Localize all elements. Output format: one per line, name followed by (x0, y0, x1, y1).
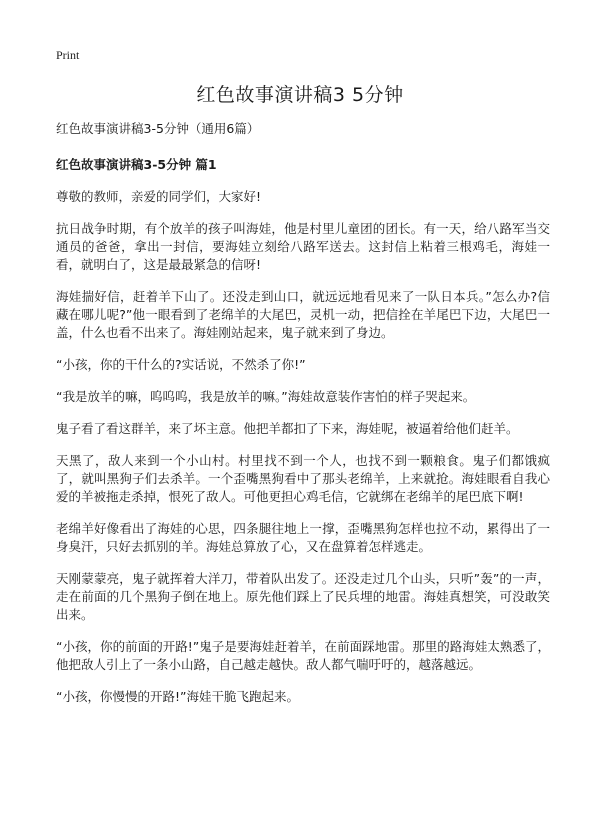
print-link[interactable]: Print (56, 48, 80, 62)
subtitle: 红色故事演讲稿3-5分钟（通用6篇） (56, 121, 260, 136)
article-body (56, 120, 550, 720)
page-title: 红色故事演讲稿3 5分钟 (196, 84, 404, 106)
paragraph: “我是放羊的嘛，呜呜呜，我是放羊的嘛。”海娃故意装作害怕的样子哭起来。 (56, 389, 476, 404)
paragraph: “小孩，你的前面的开路!”鬼子是要海娃赶着羊，在前面踩地雷。那里的路海娃太熟悉了，他把敌人引上了一条小山路，自己越走越快。敌人都气喘吁吁的，越落越远。 (56, 639, 550, 672)
section-heading: 红色故事演讲稿3-5分钟 篇1 (56, 157, 217, 172)
paragraph: 老绵羊好像看出了海娃的心思，四条腿往地上一撑，歪嘴黑狗怎样也拉不动，累得出了一身臭汗，只好去抓别的羊。海娃总算放了心，又在盘算着怎样逃走。 (56, 521, 550, 554)
paragraph: 尊敬的教师，亲爱的同学们，大家好! (56, 189, 262, 204)
paragraph: 鬼子看了看这群羊，来了坏主意。他把羊都扣了下来，海娃呢，被逼着给他们赶羊。 (56, 421, 519, 436)
paragraph: “小孩，你的干什么的?实话说，不然杀了你!” (56, 357, 306, 372)
paragraph: 天刚蒙蒙亮，鬼子就挥着大洋刀，带着队出发了。还没走过几个山头，只听”轰”的一声，走在前面的几个黑狗子倒在地上。原先他们踩上了民兵埋的地雷。海娃真想笑，可没敢笑出来。 (56, 571, 550, 622)
paragraph: “小孩，你慢慢的开路!”海娃干脆飞跑起来。 (56, 689, 299, 704)
paragraph: 海娃揣好信，赶着羊下山了。还没走到山口，就远远地看见来了一队日本兵。”怎么办?信藏在哪儿呢?”他一眼看到了老绵羊的大尾巴，灵机一动，把信拴在羊尾巴下边，大尾巴一盖，什么也看不出来了。海娃刚站起来，鬼子就来到了身边。 (56, 289, 550, 340)
paragraph: 抗日战争时期，有个放羊的孩子叫海娃，他是村里儿童团的团长。有一天，给八路军当交通员的爸爸，拿出一封信，要海娃立刻给八路军送去。这封信上粘着三根鸡毛，海娃一看，就明白了，这是最最紧急的信呀! (56, 221, 550, 272)
paragraph: 天黑了，敌人来到一个小山村。村里找不到一个人，也找不到一颗粮食。鬼子们都饿疯了，就叫黑狗子们去杀羊。一个歪嘴黑狗看中了那头老绵羊，上来就抢。海娃眼看自我心爱的羊被拖走杀掉，恨死了敌人。可他更担心鸡毛信，它就绑在老绵羊的尾巴底下啊! (56, 453, 550, 504)
